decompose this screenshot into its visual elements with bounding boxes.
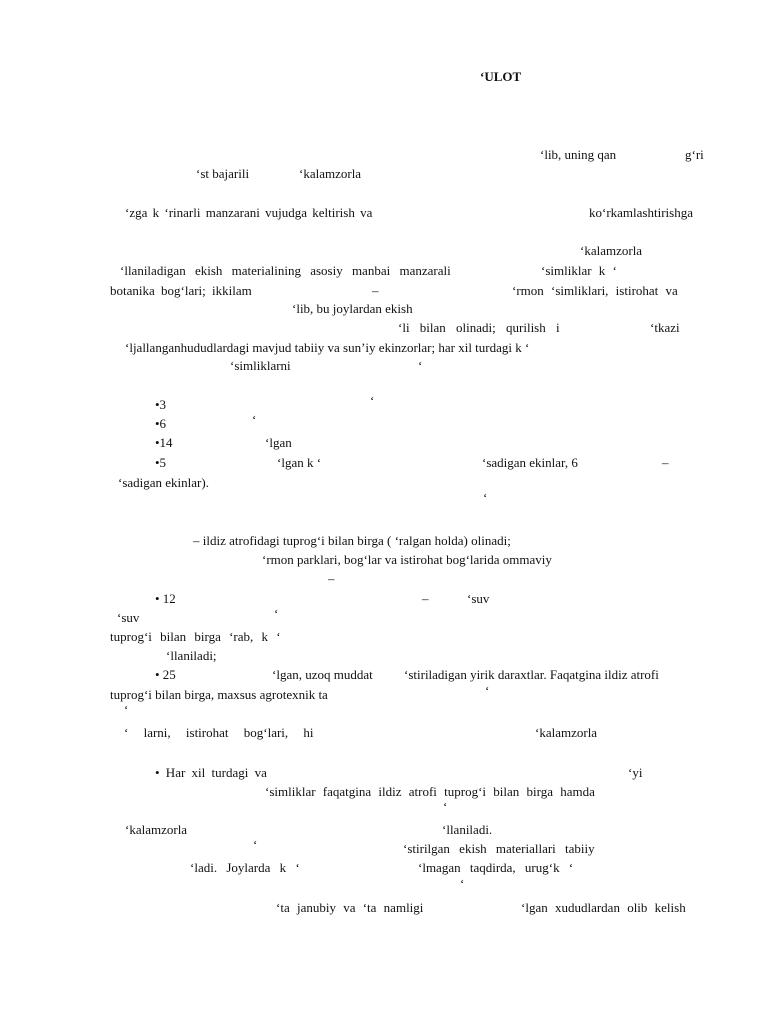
text-fragment: ‘ xyxy=(274,606,279,621)
text-fragment: ‘ larni, istirohat bog‘lari, hi xyxy=(124,725,314,740)
text-fragment: ‘suv xyxy=(117,610,140,625)
list-bullet: •6 xyxy=(155,416,167,431)
text-fragment: ‘sadigan ekinlar). xyxy=(118,475,209,490)
list-bullet: •3 xyxy=(155,397,167,412)
text-fragment: ‘simliklar faqatgina ildiz atrofi tuprog‘i bilan birga hamda xyxy=(265,784,595,799)
text-fragment: ‘lgan xyxy=(265,435,292,450)
text-fragment: ‘lgan k ‘ xyxy=(277,455,322,470)
text-fragment: tuprog‘i bilan birga, maxsus agrotexnik ta xyxy=(110,687,328,702)
text-fragment: ‘ xyxy=(252,412,257,427)
text-fragment: ‘li bilan olinadi; qurilish i xyxy=(398,320,560,335)
list-bullet: • Har xil turdagi va xyxy=(155,765,267,780)
text-fragment: ‘suv xyxy=(467,591,490,606)
text-fragment: – xyxy=(662,455,669,470)
text-fragment: ‘ladi. Joylarda k ‘ xyxy=(190,860,300,875)
text-fragment: ‘llaniladi. xyxy=(442,822,493,837)
text-fragment: ‘rmon ‘simliklari, istirohat va xyxy=(512,283,678,298)
text-fragment: ‘llaniladi; xyxy=(166,648,217,663)
text-fragment: ‘stiriladigan yirik daraxtlar. Faqatgina ildiz atrofi xyxy=(404,667,659,682)
list-bullet: •14 xyxy=(155,435,173,450)
text-fragment: ‘ xyxy=(485,683,490,698)
text-fragment: botanika bog‘lari; ikkilam xyxy=(110,283,252,298)
text-fragment: ‘tkazi xyxy=(650,320,680,335)
text-fragment: ‘ljallanganhududlardagi mavjud tabiiy va sun’iy ekinzorlar; har xil turdagi k ‘ xyxy=(125,340,530,355)
text-fragment: ko‘rkamlashtirishga xyxy=(589,205,693,220)
text-fragment: – xyxy=(372,283,379,298)
text-fragment: tuprog‘i bilan birga ‘rab, k ‘ xyxy=(110,629,281,644)
text-fragment: ‘lgan, uzoq muddat xyxy=(272,667,373,682)
list-bullet: • 12 xyxy=(155,591,176,606)
text-fragment: ‘yi xyxy=(628,765,643,780)
text-fragment: – ildiz atrofidagi tuprog‘i bilan birga ( ‘ralgan holda) olinadi; xyxy=(193,533,511,548)
text-fragment: ‘simliklarni xyxy=(230,358,291,373)
text-fragment: ‘ xyxy=(483,490,488,505)
text-fragment: ‘ xyxy=(253,837,258,852)
list-bullet: •5 xyxy=(155,455,167,470)
text-fragment: ‘lib, uning qan xyxy=(540,147,617,162)
text-fragment: ‘lib, bu joylardan ekish xyxy=(292,301,413,316)
text-fragment: ‘ xyxy=(443,799,448,814)
text-fragment: ‘kalamzorla xyxy=(125,822,188,837)
text-fragment: ‘llaniladigan ekish materialining asosiy manbai manzarali xyxy=(120,263,451,278)
text-fragment: – xyxy=(328,571,335,586)
text-fragment: ‘kalamzorla xyxy=(299,166,362,181)
text-fragment: ‘simliklar k ‘ xyxy=(541,263,617,278)
text-fragment: ‘rmon parklari, bog‘lar va istirohat bog‘larida ommaviy xyxy=(262,552,552,567)
text-fragment: – xyxy=(422,591,429,606)
text-fragment: ‘ xyxy=(460,876,465,891)
text-fragment: ‘kalamzorla xyxy=(580,243,643,258)
text-fragment: ‘st bajarili xyxy=(196,166,250,181)
text-fragment: ‘ xyxy=(418,358,423,373)
page-title: ‘ULOT xyxy=(480,69,522,84)
text-fragment: ‘ xyxy=(124,702,129,717)
text-fragment: ‘lmagan taqdirda, urug‘k ‘ xyxy=(418,860,574,875)
text-fragment: ‘sadigan ekinlar, 6 xyxy=(482,455,578,470)
text-fragment: ‘ xyxy=(370,393,375,408)
text-fragment: ‘ta janubiy va ‘ta namligi xyxy=(276,900,424,915)
text-fragment: ‘zga k ‘rinarli manzarani vujudga keltirish va xyxy=(125,205,373,220)
text-fragment: g‘ri xyxy=(685,147,704,162)
text-fragment: ‘kalamzorla xyxy=(535,725,598,740)
list-bullet: • 25 xyxy=(155,667,176,682)
text-fragment: ‘stirilgan ekish materiallari tabiiy xyxy=(403,841,595,856)
text-fragment: ‘lgan xududlardan olib kelish xyxy=(521,900,686,915)
